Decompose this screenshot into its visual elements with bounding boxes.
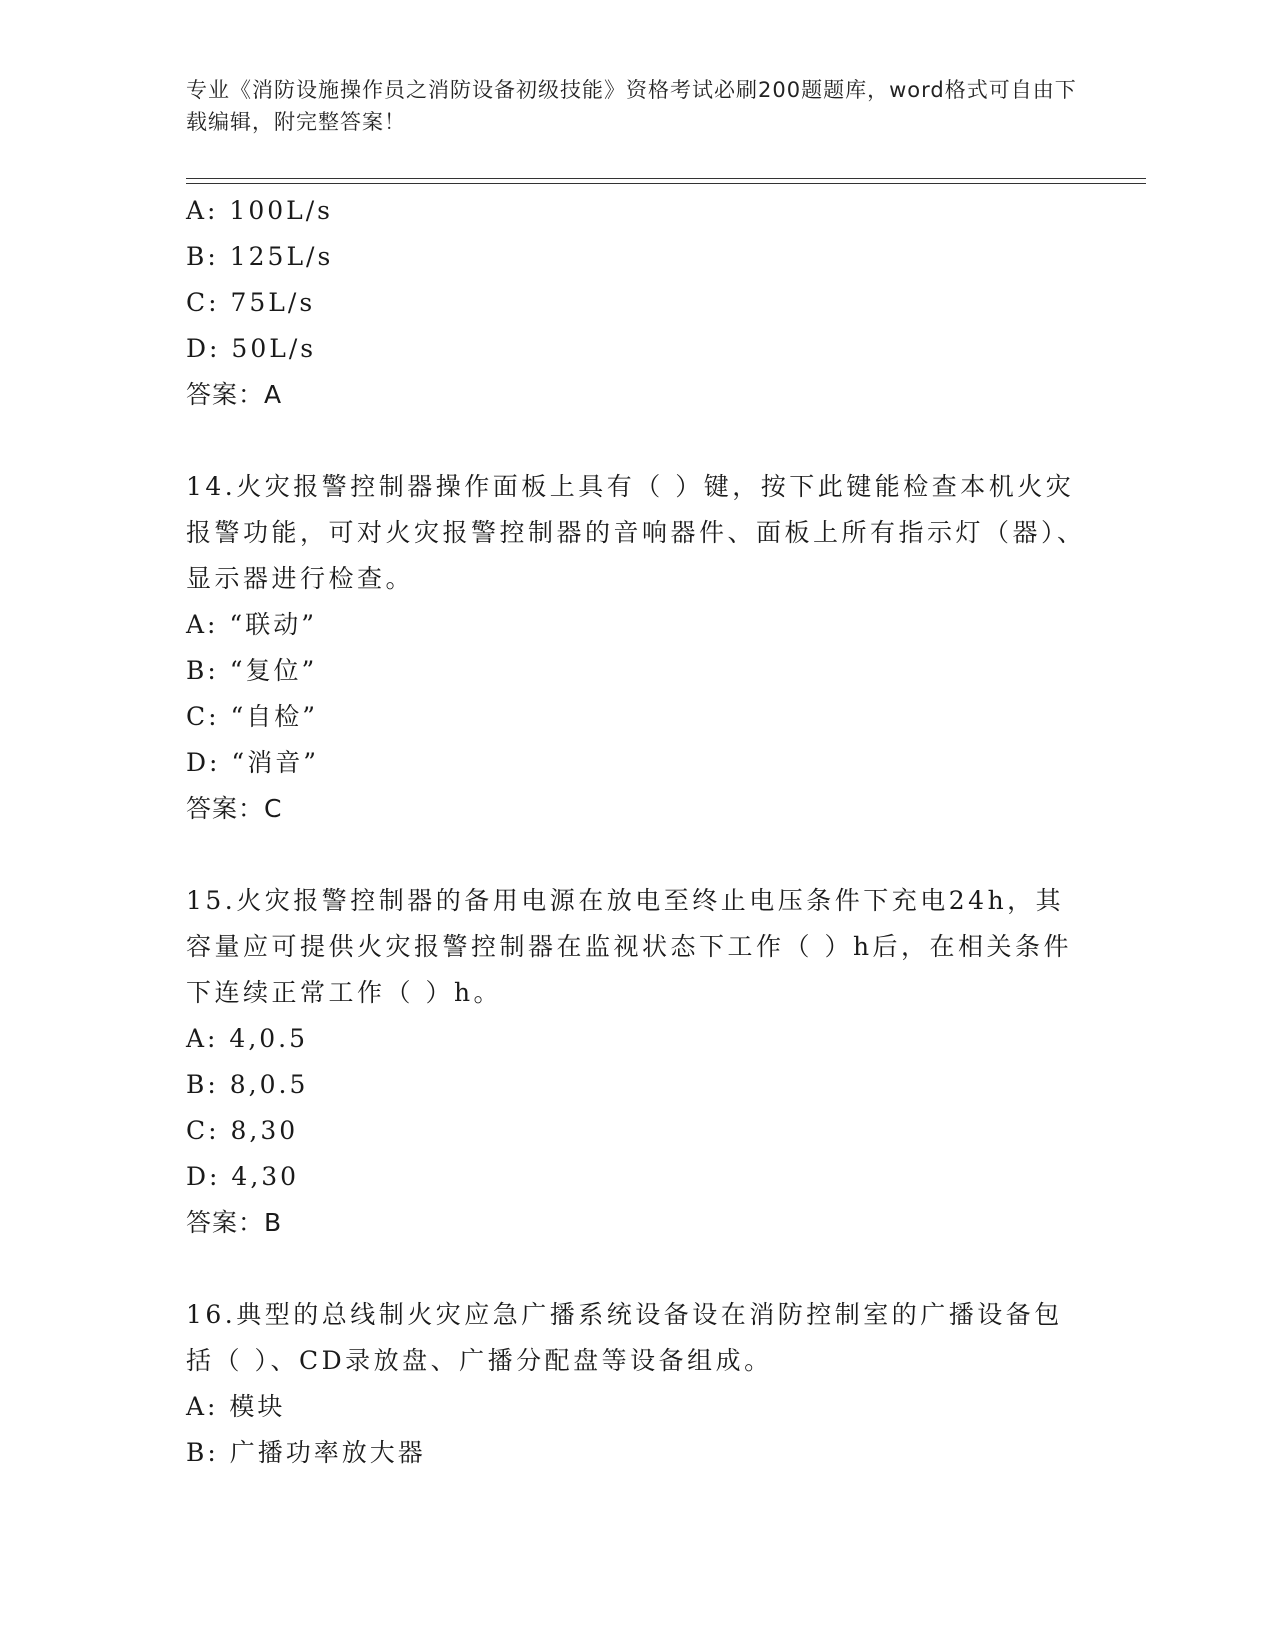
option-c: C: 8,30 bbox=[186, 1116, 299, 1145]
header-divider-double bbox=[186, 183, 1146, 184]
option-a: A: 模块 bbox=[186, 1392, 286, 1421]
answer: 答案：B bbox=[186, 1208, 283, 1237]
question-text: 15.火灾报警控制器的备用电源在放电至终止电压条件下充电24h，其容量应可提供火灾报警控制器在监视状态下工作（ ）h后，在相关条件下连续正常工作（ ）h。 bbox=[186, 886, 1073, 1007]
document-header: 专业《消防设施操作员之消防设备初级技能》资格考试必刷200题题库，word格式可自由下载编辑，附完整答案！ bbox=[186, 78, 1077, 134]
option-c: C: 75L/s bbox=[186, 288, 316, 317]
question-15-block bbox=[186, 878, 1086, 1246]
page-content bbox=[186, 188, 1086, 1476]
answer: 答案：A bbox=[186, 380, 283, 409]
option-a: A: “联动” bbox=[186, 610, 317, 639]
question-text: 14.火灾报警控制器操作面板上具有（ ）键，按下此键能检查本机火灾报警功能，可对火灾报警控制器的音响器件、面板上所有指示灯（器）、显示器进行检查。 bbox=[186, 472, 1086, 593]
option-a: A: 4,0.5 bbox=[186, 1024, 309, 1053]
option-b: B: 8,0.5 bbox=[186, 1070, 309, 1099]
option-d: D: 50L/s bbox=[186, 334, 317, 363]
option-b: B: “复位” bbox=[186, 656, 318, 685]
question-14-block bbox=[186, 464, 1086, 832]
option-d: D: “消音” bbox=[186, 748, 319, 777]
option-c: C: “自检” bbox=[186, 702, 319, 731]
answer: 答案：C bbox=[186, 794, 283, 823]
option-b: B: 广播功率放大器 bbox=[186, 1438, 426, 1467]
header-divider bbox=[186, 178, 1146, 179]
question-text: 16.典型的总线制火灾应急广播系统设备设在消防控制室的广播设备包括（ ）、CD录放盘、广播分配盘等设备组成。 bbox=[186, 1300, 1063, 1375]
question-13-block bbox=[186, 188, 1086, 418]
question-16-block bbox=[186, 1292, 1086, 1476]
option-b: B: 125L/s bbox=[186, 242, 334, 271]
option-a: A: 100L/s bbox=[186, 196, 333, 225]
option-d: D: 4,30 bbox=[186, 1162, 300, 1191]
